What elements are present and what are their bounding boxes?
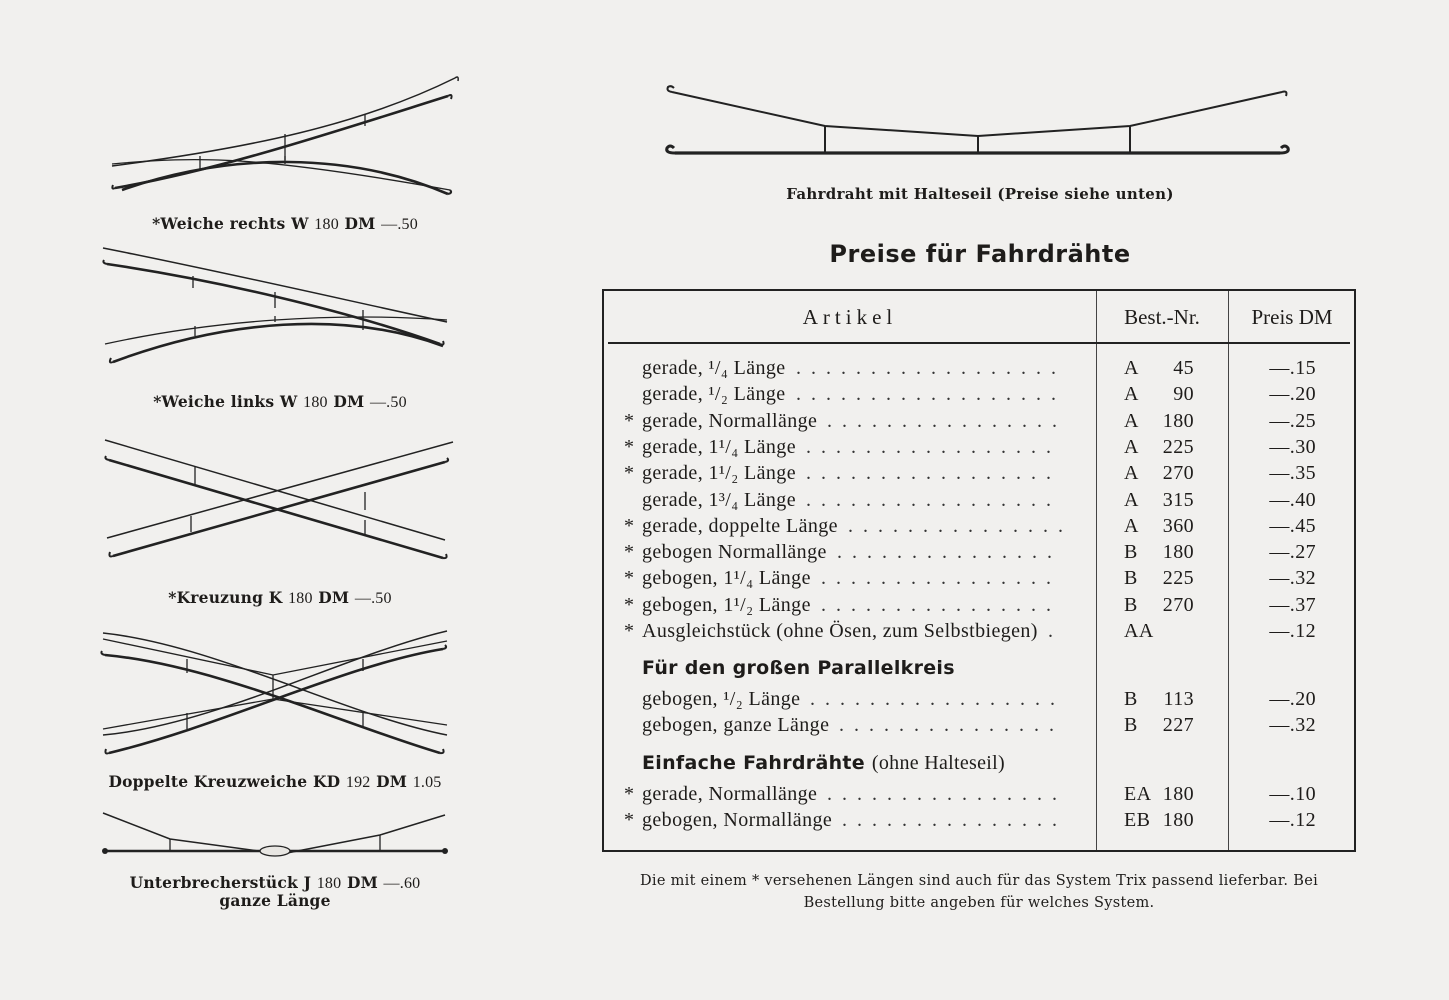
star-mark: * bbox=[624, 514, 635, 537]
article-cell: Ausgleichstück (ohne Ösen, zum Selbstbiegen) bbox=[642, 620, 1038, 642]
order-prefix-cell: A bbox=[1124, 383, 1139, 406]
table-row bbox=[604, 714, 1354, 740]
order-number-cell: 225 bbox=[1162, 435, 1194, 458]
order-number-cell: 315 bbox=[1162, 488, 1194, 511]
star-mark: * bbox=[624, 809, 635, 832]
caption-unterbrecherstueck: Unterbrecherstück J 180 DM —.60 ganze Länge bbox=[129, 873, 421, 910]
leader-dots: .................. bbox=[796, 383, 1066, 406]
order-prefix-cell: A bbox=[1124, 514, 1139, 537]
caption-doppelte-kreuzweiche: Doppelte Kreuzweiche KD 192 DM 1.05 bbox=[108, 772, 442, 791]
section-einfache-note: (ohne Halteseil) bbox=[871, 752, 1005, 774]
kreuzung-diagram bbox=[95, 430, 465, 570]
table-row bbox=[604, 410, 1354, 436]
leader-dots: ................. bbox=[806, 435, 1061, 458]
article-cell: gebogen, ¹/₂ Länge bbox=[642, 688, 801, 710]
leader-dots: ............... bbox=[842, 809, 1067, 832]
header-price: Preis DM bbox=[1251, 305, 1333, 329]
order-prefix-cell: B bbox=[1124, 567, 1138, 590]
article-cell: gerade, ¹/₂ Länge bbox=[642, 383, 786, 406]
order-number-cell: 227 bbox=[1162, 714, 1194, 737]
order-prefix-cell: A bbox=[1124, 462, 1139, 485]
order-prefix-cell: A bbox=[1124, 409, 1139, 432]
leader-dots: ................ bbox=[827, 783, 1067, 805]
table-row bbox=[604, 688, 1354, 714]
order-prefix-cell: B bbox=[1124, 541, 1138, 564]
star-mark: * bbox=[624, 620, 635, 642]
table-row bbox=[604, 383, 1354, 409]
price-cell: —.30 bbox=[1269, 435, 1316, 458]
price-cell: —.40 bbox=[1269, 488, 1316, 511]
article-cell: gebogen, ganze Länge bbox=[642, 714, 830, 737]
leader-dots: ................. bbox=[806, 488, 1061, 511]
weiche-rechts-diagram bbox=[100, 70, 470, 205]
article-cell: gebogen, Normallänge bbox=[642, 809, 833, 832]
article-cell: gerade, ¹/₄ Länge bbox=[642, 357, 786, 379]
price-cell: —.32 bbox=[1269, 567, 1316, 590]
order-prefix-cell: A bbox=[1124, 357, 1139, 379]
price-cell: —.15 bbox=[1269, 357, 1316, 379]
unterbrecherstueck-diagram bbox=[95, 805, 465, 865]
table-row bbox=[604, 489, 1354, 515]
table-row bbox=[604, 357, 1354, 383]
order-number-cell: 45 bbox=[1173, 357, 1194, 379]
leader-dots: ............... bbox=[837, 541, 1062, 564]
order-prefix-cell: B bbox=[1124, 714, 1138, 737]
star-mark: * bbox=[624, 462, 635, 485]
star-mark: * bbox=[624, 593, 635, 616]
article-cell: gerade, 1³/₄ Länge bbox=[642, 488, 796, 511]
table-row bbox=[604, 594, 1354, 620]
article-cell: gerade, 1¹/₂ Länge bbox=[642, 462, 796, 485]
price-cell: —.45 bbox=[1269, 514, 1316, 537]
page-title: Preise für Fahrdrähte bbox=[829, 240, 1131, 268]
price-cell: —.37 bbox=[1269, 593, 1316, 616]
price-cell: —.12 bbox=[1269, 809, 1316, 832]
order-number-cell: 270 bbox=[1162, 593, 1194, 616]
footnote-line1: Die mit einem * versehenen Längen sind auch für das System Trix passend lieferbar. Bei bbox=[639, 873, 1319, 889]
price-cell: —.25 bbox=[1269, 409, 1316, 432]
star-mark: * bbox=[624, 435, 635, 458]
order-prefix-cell: EA bbox=[1124, 783, 1152, 805]
star-mark: * bbox=[624, 783, 635, 805]
order-prefix-cell: A bbox=[1124, 488, 1139, 511]
doppelte-kreuzweiche-diagram bbox=[95, 625, 465, 765]
wire-caption: Fahrdraht mit Halteseil (Preise siehe unten) bbox=[786, 185, 1174, 203]
leader-dots: ................. bbox=[806, 462, 1061, 485]
footnote-line2: Bestellung bitte angeben für welches System. bbox=[803, 895, 1155, 911]
header-order-no: Best.-Nr. bbox=[1124, 305, 1200, 329]
leader-dots: . bbox=[1048, 620, 1063, 642]
order-number-cell: 180 bbox=[1162, 783, 1194, 805]
footnote bbox=[598, 870, 1360, 914]
order-number-cell: 113 bbox=[1163, 688, 1194, 710]
header-article: Artikel bbox=[802, 305, 898, 329]
table-row bbox=[604, 515, 1354, 541]
leader-dots: ............... bbox=[848, 514, 1073, 537]
leader-dots: ................. bbox=[810, 688, 1065, 710]
article-cell: gerade, doppelte Länge bbox=[642, 514, 838, 537]
section-title-parallelkreis: Für den großen Parallelkreis bbox=[642, 657, 955, 679]
leader-dots: .................. bbox=[796, 357, 1066, 379]
order-number-cell: 180 bbox=[1162, 541, 1194, 564]
header-rule bbox=[608, 342, 1350, 344]
caption-unterbrecherstueck-line2: ganze Länge bbox=[219, 891, 331, 910]
order-number-cell: 225 bbox=[1162, 567, 1194, 590]
leader-dots: ............... bbox=[839, 714, 1064, 737]
caption-kreuzung: *Kreuzung K 180 DM —.50 bbox=[168, 588, 392, 607]
article-cell: gerade, 1¹/₄ Länge bbox=[642, 435, 796, 458]
table-row bbox=[604, 541, 1354, 567]
section-einfache-title: Einfache Fahrdrähte bbox=[642, 752, 865, 774]
table-row bbox=[604, 783, 1354, 809]
order-number-cell: 180 bbox=[1162, 809, 1194, 832]
price-cell: —.20 bbox=[1269, 688, 1316, 710]
order-number-cell: 360 bbox=[1162, 514, 1194, 537]
star-mark: * bbox=[624, 567, 635, 590]
leader-dots: ................ bbox=[827, 409, 1067, 432]
fahrdraht-halteseil-diagram bbox=[660, 80, 1300, 170]
table-row bbox=[604, 620, 1354, 646]
star-mark: * bbox=[624, 541, 635, 564]
article-cell: gerade, Normallänge bbox=[642, 409, 818, 432]
price-cell: —.32 bbox=[1269, 714, 1316, 737]
article-cell: gerade, Normallänge bbox=[642, 783, 818, 805]
table-row bbox=[604, 809, 1354, 835]
price-cell: —.35 bbox=[1269, 462, 1316, 485]
order-number-cell: 180 bbox=[1162, 409, 1194, 432]
table-row bbox=[604, 436, 1354, 462]
order-prefix-cell: A bbox=[1124, 435, 1139, 458]
price-table bbox=[602, 289, 1356, 852]
section-title-einfache bbox=[642, 752, 1005, 775]
order-prefix-cell: B bbox=[1124, 593, 1138, 616]
table-row bbox=[604, 462, 1354, 488]
price-cell: —.10 bbox=[1269, 783, 1316, 805]
table-row bbox=[604, 567, 1354, 593]
article-cell: gebogen, 1¹/₂ Länge bbox=[642, 593, 811, 616]
star-mark: * bbox=[624, 409, 635, 432]
weiche-links-diagram bbox=[95, 240, 465, 380]
order-prefix-cell: AA bbox=[1124, 620, 1154, 642]
caption-weiche-links: *Weiche links W 180 DM —.50 bbox=[153, 392, 407, 411]
order-prefix-cell: B bbox=[1124, 688, 1138, 710]
price-cell: —.27 bbox=[1269, 541, 1316, 564]
price-cell: —.20 bbox=[1269, 383, 1316, 406]
price-cell: —.12 bbox=[1269, 620, 1316, 642]
order-prefix-cell: EB bbox=[1124, 809, 1151, 832]
article-cell: gebogen Normallänge bbox=[642, 541, 827, 564]
order-number-cell: 270 bbox=[1162, 462, 1194, 485]
caption-weiche-rechts: *Weiche rechts W 180 DM —.50 bbox=[152, 214, 418, 233]
leader-dots: ................ bbox=[821, 593, 1061, 616]
leader-dots: ................ bbox=[821, 567, 1061, 590]
article-cell: gebogen, 1¹/₄ Länge bbox=[642, 567, 811, 590]
order-number-cell: 90 bbox=[1173, 383, 1194, 406]
